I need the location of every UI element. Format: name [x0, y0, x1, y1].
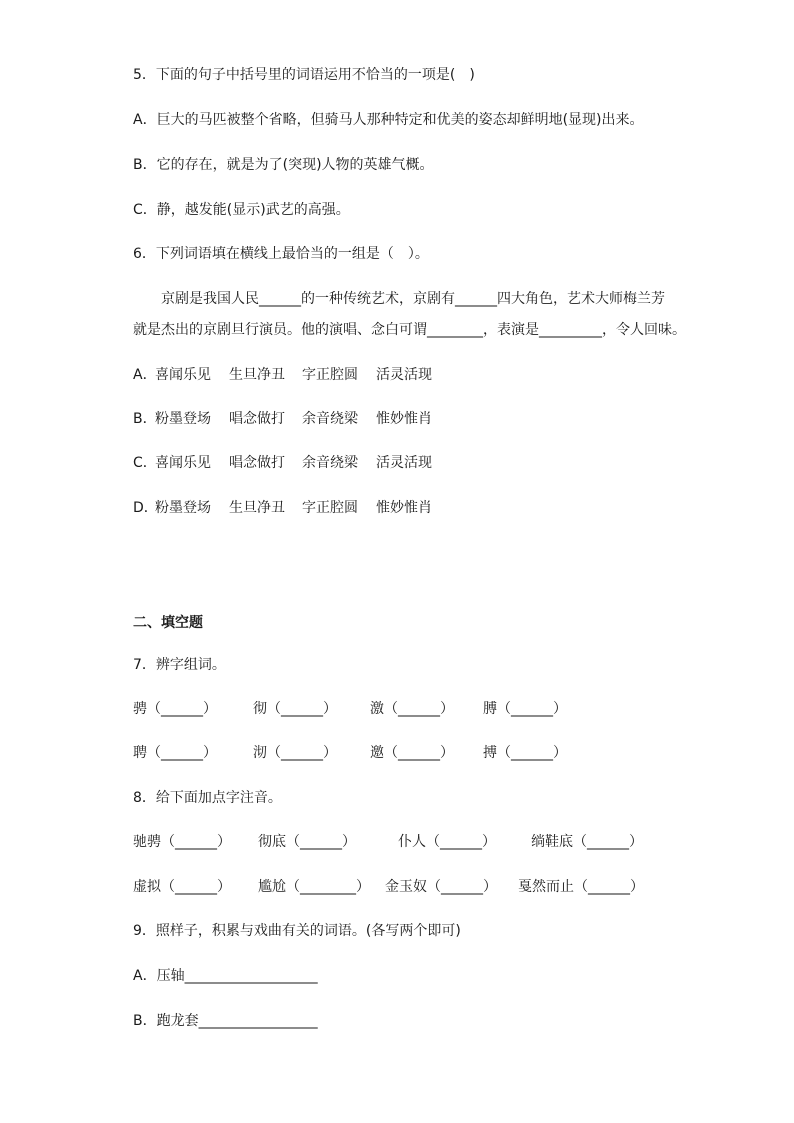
q8-row1 [133, 832, 693, 852]
option-word: 生旦净丑 [229, 500, 285, 516]
q9-option-b: B．跑龙套_________________ [133, 1013, 318, 1029]
q6-stem: 6．下列词语填在横线上最恰当的一组是（ ）。 [133, 246, 429, 262]
fill-blank: 搏（______） [483, 745, 567, 761]
option-word: 余音绕梁 [302, 411, 358, 427]
section-title: 二、填空题 [133, 615, 203, 631]
q5-option-b: B．它的存在，就是为了(突现)人物的英雄气概。 [133, 157, 434, 173]
option-word: 唱念做打 [229, 411, 285, 427]
fill-blank: 激（______） [370, 701, 454, 717]
q7-row1 [133, 699, 693, 719]
option-letter: D． [133, 500, 158, 516]
option-word: 惟妙惟肖 [376, 411, 432, 427]
fill-blank: 聘（______） [133, 745, 217, 761]
q8-row2 [133, 877, 693, 897]
q6-option-a [133, 365, 693, 385]
q6-passage-line1: 京剧是我国人民______的一种传统艺术，京剧有______四大角色，艺术大师梅兰芳 [133, 291, 665, 307]
q5-option-a: A．巨大的马匹被整个省略，但骑马人那种特定和优美的姿态却鲜明地(显现)出来。 [133, 112, 644, 128]
q6-passage-line2: 就是杰出的京剧旦行演员。他的演唱、念白可谓________，表演是_________，令人回味。 [133, 322, 686, 338]
option-word: 余音绕梁 [302, 455, 358, 471]
q6-option-d [133, 498, 693, 518]
fill-blank: 金玉奴（______） [385, 879, 497, 895]
q9-stem: 9．照样子，积累与戏曲有关的词语。(各写两个即可) [133, 923, 461, 939]
fill-blank: 骋（______） [133, 701, 217, 717]
q5-option-c: C．静，越发能(显示)武艺的高强。 [133, 202, 350, 218]
option-word: 字正腔圆 [302, 500, 358, 516]
option-word: 喜闻乐见 [155, 455, 211, 471]
q6-option-c [133, 453, 693, 473]
option-word: 唱念做打 [229, 455, 285, 471]
q5-stem: 5．下面的句子中括号里的词语运用不恰当的一项是( ) [133, 67, 475, 83]
fill-blank: 虚拟（______） [133, 879, 231, 895]
q9-option-a: A．压轴___________________ [133, 968, 318, 984]
option-word: 字正腔圆 [302, 367, 358, 383]
fill-blank: 驰骋（______） [133, 834, 231, 850]
option-word: 喜闻乐见 [155, 367, 211, 383]
fill-blank: 彻底（______） [258, 834, 356, 850]
option-word: 粉墨登场 [155, 411, 211, 427]
fill-blank: 彻（______） [253, 701, 337, 717]
option-word: 惟妙惟肖 [376, 500, 432, 516]
fill-blank: 尴尬（________） [258, 879, 370, 895]
q7-row2 [133, 743, 693, 763]
fill-blank: 绱鞋底（______） [531, 834, 643, 850]
option-word: 粉墨登场 [155, 500, 211, 516]
fill-blank: 沏（______） [253, 745, 337, 761]
option-letter: B． [133, 411, 157, 427]
option-word: 活灵活现 [376, 367, 432, 383]
option-word: 活灵活现 [376, 455, 432, 471]
fill-blank: 膊（______） [483, 701, 567, 717]
option-letter: C． [133, 455, 157, 471]
q8-stem: 8．给下面加点字注音。 [133, 790, 282, 806]
option-letter: A． [133, 367, 157, 383]
fill-blank: 邀（______） [370, 745, 454, 761]
q6-option-b [133, 409, 693, 429]
option-word: 生旦净丑 [229, 367, 285, 383]
q7-stem: 7．辨字组词。 [133, 657, 226, 673]
fill-blank: 戛然而止（______） [518, 879, 644, 895]
fill-blank: 仆人（______） [398, 834, 496, 850]
